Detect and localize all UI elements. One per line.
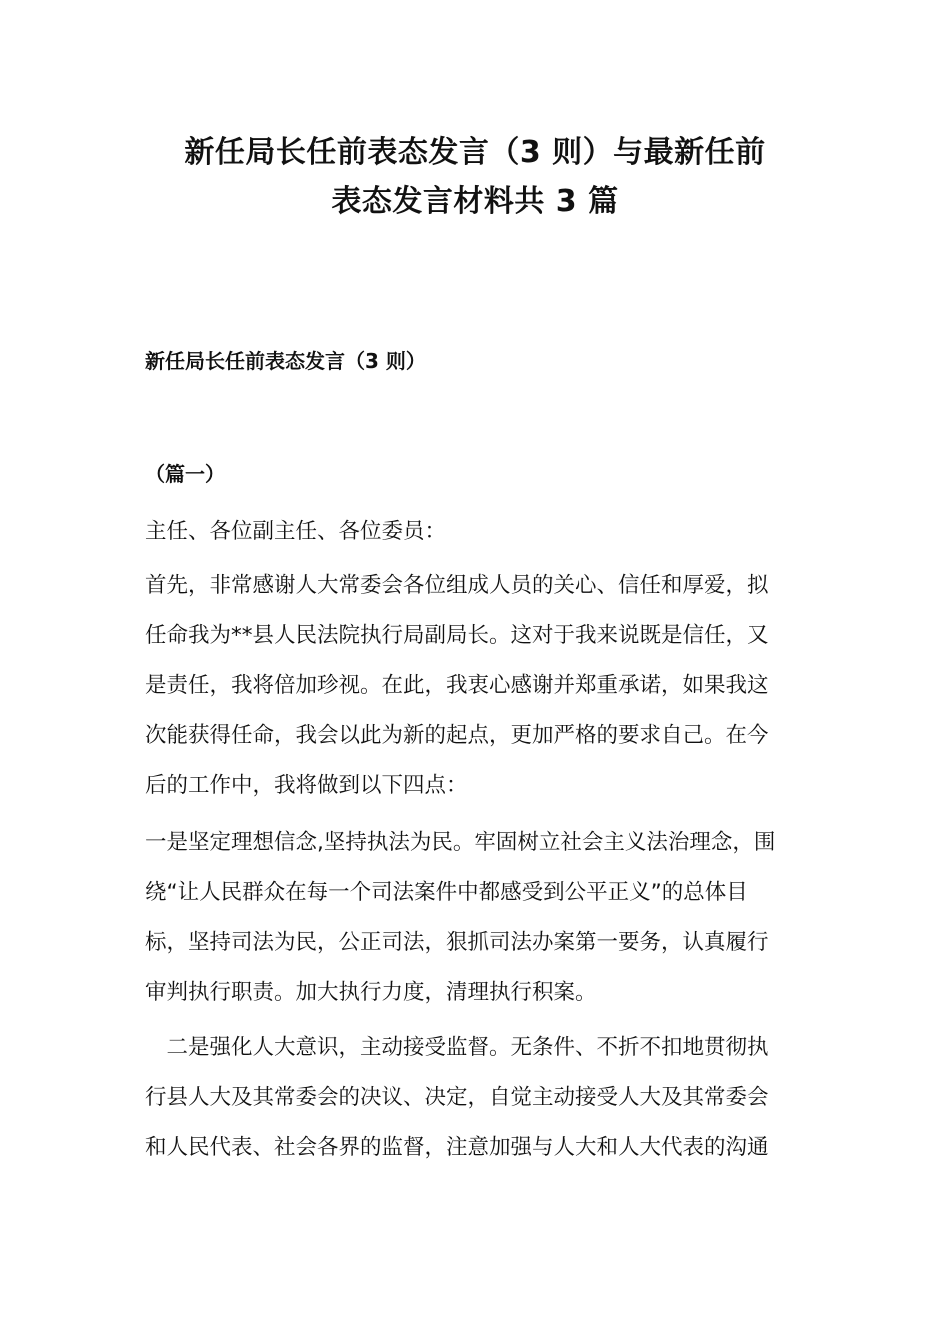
paragraph-3 bbox=[145, 1023, 805, 1173]
paragraph-line: 是责任，我将倍加珍视。在此，我衷心感谢并郑重承诺，如果我这 bbox=[145, 673, 769, 698]
paragraph-line: 首先，非常感谢人大常委会各位组成人员的关心、信任和厚爱，拟 bbox=[145, 573, 769, 598]
paragraph-line: 绕“让人民群众在每一个司法案件中都感受到公平正义”的总体目 bbox=[145, 880, 748, 905]
paragraph-line: 二是强化人大意识，主动接受监督。无条件、不折不扣地贯彻执 bbox=[145, 1035, 769, 1060]
paragraph-line: 一是坚定理想信念,坚持执法为民。牢固树立社会主义法治理念，围 bbox=[145, 830, 776, 855]
paragraph-1 bbox=[145, 561, 805, 811]
document-title-line-1: 新任局长任前表态发言（3 则）与最新任前 bbox=[184, 135, 766, 170]
document-title-line-2: 表态发言材料共 3 篇 bbox=[331, 184, 619, 219]
paragraph-line: 和人民代表、社会各界的监督，注意加强与人大和人大代表的沟通 bbox=[145, 1135, 769, 1160]
paragraph-line: 后的工作中，我将做到以下四点： bbox=[145, 773, 468, 798]
paragraph-line: 任命我为**县人民法院执行局副局长。这对于我来说既是信任，又 bbox=[145, 623, 769, 648]
paragraph-line: 审判执行职责。加大执行力度，清理执行积案。 bbox=[145, 980, 597, 1005]
section-label: （篇一） bbox=[145, 462, 225, 486]
paragraph-line: 标，坚持司法为民，公正司法，狠抓司法办案第一要务，认真履行 bbox=[145, 930, 769, 955]
paragraph-line: 次能获得任命，我会以此为新的起点，更加严格的要求自己。在今 bbox=[145, 723, 769, 748]
paragraph-line: 行县人大及其常委会的决议、决定，自觉主动接受人大及其常委会 bbox=[145, 1085, 769, 1110]
subheading: 新任局长任前表态发言（3 则） bbox=[145, 349, 426, 373]
salutation: 主任、各位副主任、各位委员： bbox=[145, 519, 447, 544]
paragraph-2 bbox=[145, 818, 805, 1018]
